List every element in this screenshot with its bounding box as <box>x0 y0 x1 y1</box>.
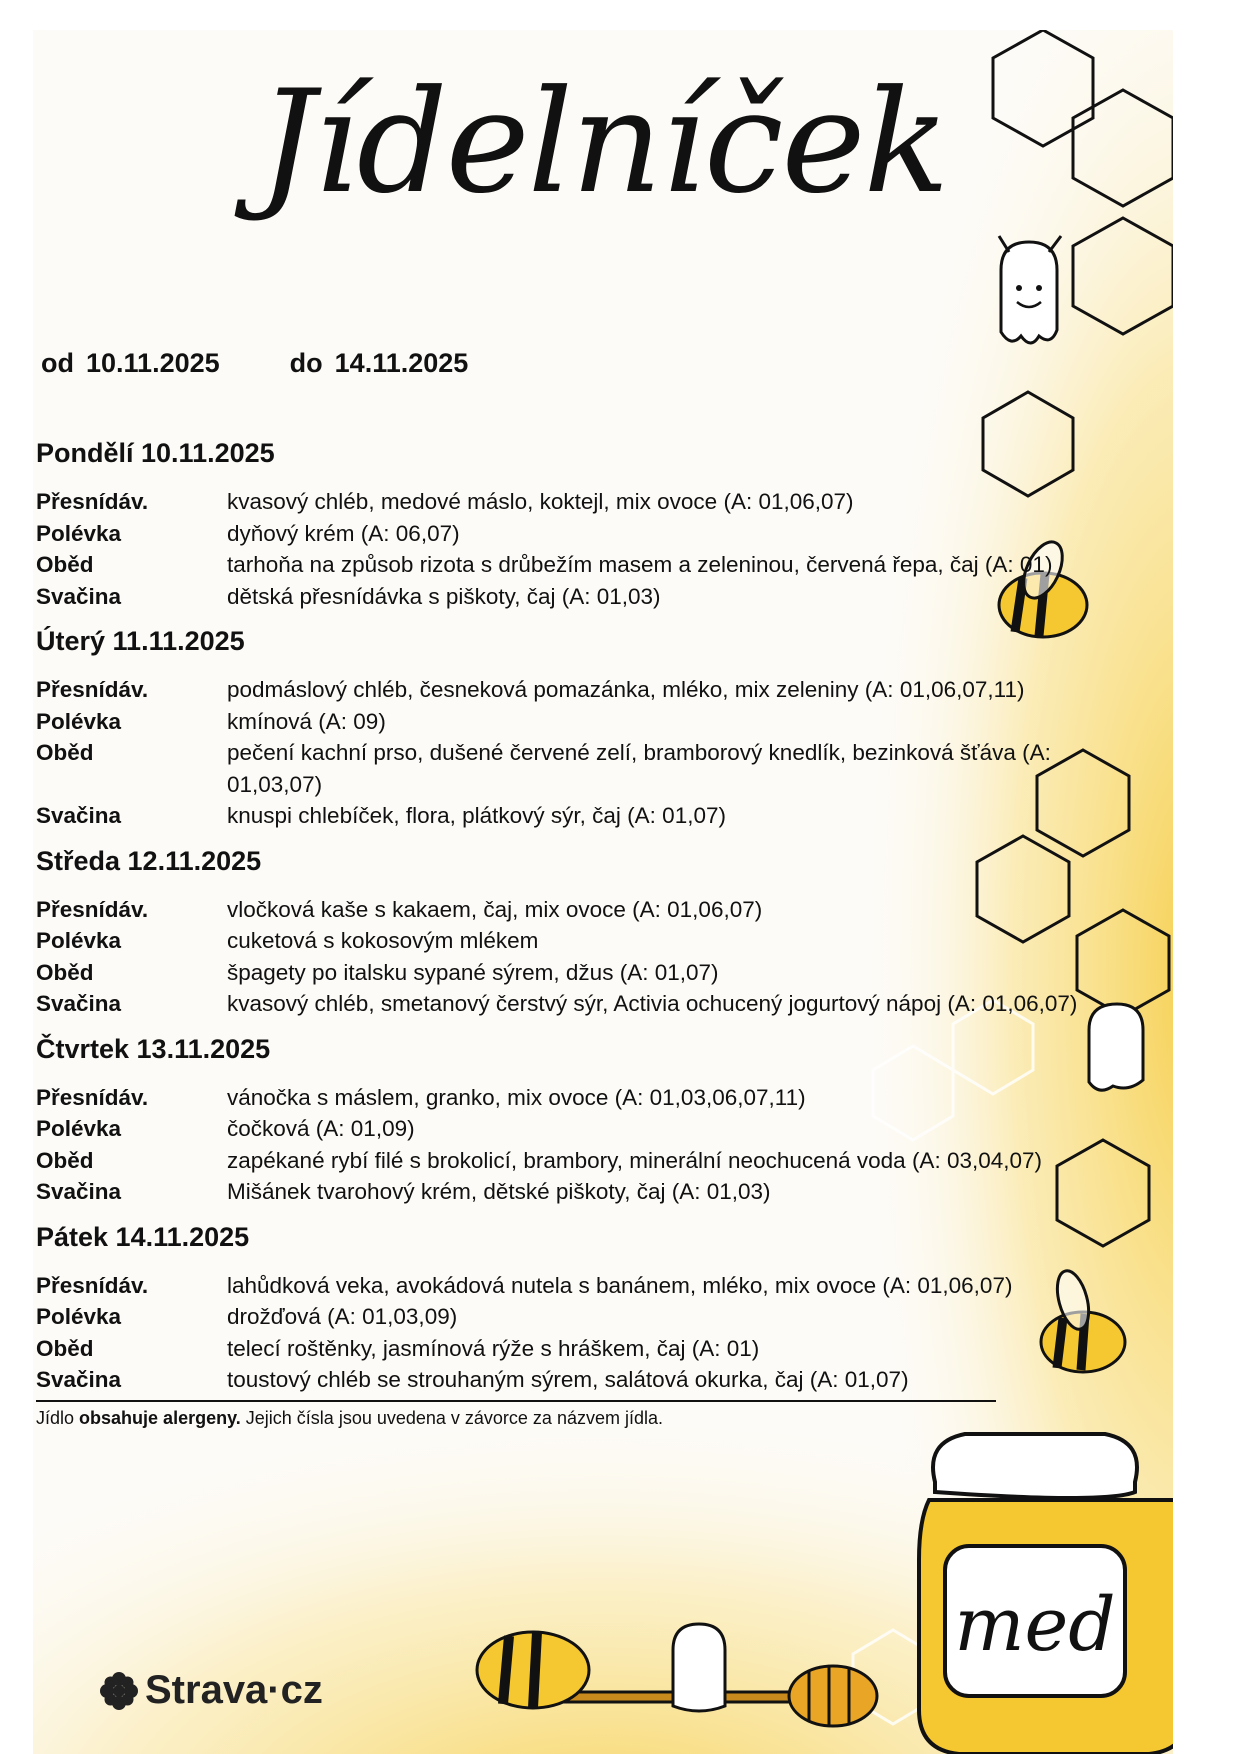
meal-text: vánočka s máslem, granko, mix ovoce (A: 01,03,06,07,11) <box>227 1084 806 1110</box>
meal-row <box>36 957 1146 989</box>
meal-label: Svačina <box>36 1367 122 1392</box>
meal-row <box>36 1113 1146 1145</box>
day-thursday <box>36 1034 1146 1208</box>
meal-label: Svačina <box>36 583 122 609</box>
meal-row <box>36 1301 1146 1333</box>
meal-row <box>36 581 1146 613</box>
meal-label: Oběd <box>36 740 94 765</box>
meal-label: Oběd <box>36 1335 94 1361</box>
meal-row <box>36 1176 1146 1208</box>
day-title: Středa 12.11.2025 <box>36 845 262 876</box>
page-title: Jídelníček <box>258 60 948 225</box>
meal-label: Svačina <box>36 1179 122 1204</box>
meal-label: Polévka <box>36 1304 122 1329</box>
strava-logo <box>99 1668 323 1713</box>
meal-text: Mišánek tvarohový krém, dětské piškoty, čaj (A: 01,03) <box>227 1179 771 1204</box>
meal-text: dyňový krém (A: 06,07) <box>227 520 460 546</box>
meal-label: Přesnídáv. <box>36 677 149 702</box>
meal-row <box>36 486 1146 518</box>
meal-label: Polévka <box>36 928 122 953</box>
meal-row <box>36 894 1146 926</box>
meal-row <box>36 737 1146 800</box>
day-tuesday <box>36 626 1146 832</box>
meal-text: zapékané rybí filé s brokolicí, brambory, minerální neochucená voda (A: 03,04,07) <box>227 1147 1043 1173</box>
weekly-menu <box>36 438 1146 1443</box>
footnote-prefix: Jídlo <box>36 1407 75 1428</box>
meal-text: lahůdková veka, avokádová nutela s banánem, mléko, mix ovoce (A: 01,06,07) <box>227 1272 1013 1298</box>
meal-text: podmáslový chléb, česneková pomazánka, mléko, mix zeleniny (A: 01,06,07,11) <box>227 677 1025 702</box>
meal-text: telecí roštěnky, jasmínová rýže s hráškem, čaj (A: 01) <box>227 1335 760 1361</box>
meal-label: Oběd <box>36 959 94 985</box>
jar-label: med <box>954 1582 1116 1668</box>
meal-text: cuketová s kokosovým mlékem <box>227 928 539 953</box>
meal-row <box>36 1333 1146 1365</box>
meal-label: Polévka <box>36 708 122 734</box>
date-range <box>41 348 468 379</box>
meal-text: kvasový chléb, smetanový čerstvý sýr, Activia ochucený jogurtový nápoj (A: 01,06,07) <box>227 991 1078 1016</box>
meal-label: Přesnídáv. <box>36 489 149 514</box>
meal-label: Svačina <box>36 991 122 1016</box>
meal-text: čočková (A: 01,09) <box>227 1116 415 1141</box>
day-title: Úterý 11.11.2025 <box>36 626 245 656</box>
meal-label: Přesnídáv. <box>36 1084 149 1110</box>
allergen-footnote <box>36 1400 996 1429</box>
meal-row <box>36 1082 1146 1114</box>
day-title: Pátek 14.11.2025 <box>36 1221 250 1252</box>
meal-row <box>36 800 1146 832</box>
meal-row <box>36 1145 1146 1177</box>
meal-text: vločková kaše s kakaem, čaj, mix ovoce (A: 01,06,07) <box>227 896 763 922</box>
day-monday <box>36 438 1146 612</box>
menu-sheet <box>33 30 1173 1754</box>
day-title: Pondělí 10.11.2025 <box>36 438 275 468</box>
meal-row <box>36 706 1146 738</box>
day-wednesday <box>36 846 1146 1020</box>
meal-label: Polévka <box>36 520 122 546</box>
meal-text: kvasový chléb, medové máslo, koktejl, mix ovoce (A: 01,06,07) <box>227 489 854 514</box>
meal-text: tarhoňa na způsob rizota s drůbežím masem a zeleninou, červená řepa, čaj (A: 01) <box>227 552 1053 577</box>
meal-text: dětská přesnídávka s piškoty, čaj (A: 01,03) <box>227 583 661 609</box>
meal-row <box>36 518 1146 550</box>
meal-text: špagety po italsku sypané sýrem, džus (A: 01,07) <box>227 959 719 985</box>
meal-label: Oběd <box>36 1147 94 1173</box>
day-friday <box>36 1222 1146 1429</box>
meal-label: Přesnídáv. <box>36 1272 149 1298</box>
meal-row <box>36 1270 1146 1302</box>
meal-row <box>36 988 1146 1020</box>
footnote-bold: obsahuje alergeny. <box>79 1407 241 1428</box>
meal-row <box>36 1364 1146 1396</box>
day-title: Čtvrtek 13.11.2025 <box>36 1033 271 1064</box>
meal-text: drožďová (A: 01,03,09) <box>227 1304 458 1329</box>
meal-text: pečení kachní prso, dušené červené zelí, bramborový knedlík, bezinková šťáva (A: 01,03,07) <box>227 740 1051 797</box>
meal-row <box>36 549 1146 581</box>
meal-label: Přesnídáv. <box>36 896 149 922</box>
meal-label: Svačina <box>36 803 122 828</box>
range-to-label: do <box>289 348 323 378</box>
range-from-date: 10.11.2025 <box>86 348 220 378</box>
meal-label: Oběd <box>36 552 94 577</box>
flower-icon <box>99 1671 139 1711</box>
meal-row <box>36 925 1146 957</box>
brand-text: Strava·cz <box>145 1668 323 1712</box>
meal-label: Polévka <box>36 1116 122 1141</box>
meal-text: toustový chléb se strouhaným sýrem, salátová okurka, čaj (A: 01,07) <box>227 1367 909 1392</box>
meal-row <box>36 674 1146 706</box>
footnote-suffix: Jejich čísla jsou uvedena v závorce za názvem jídla. <box>245 1407 663 1428</box>
range-to-date: 14.11.2025 <box>334 348 469 378</box>
meal-text: kmínová (A: 09) <box>227 708 386 734</box>
meal-text: knuspi chlebíček, flora, plátkový sýr, čaj (A: 01,07) <box>227 803 726 828</box>
range-from-label: od <box>41 348 74 378</box>
